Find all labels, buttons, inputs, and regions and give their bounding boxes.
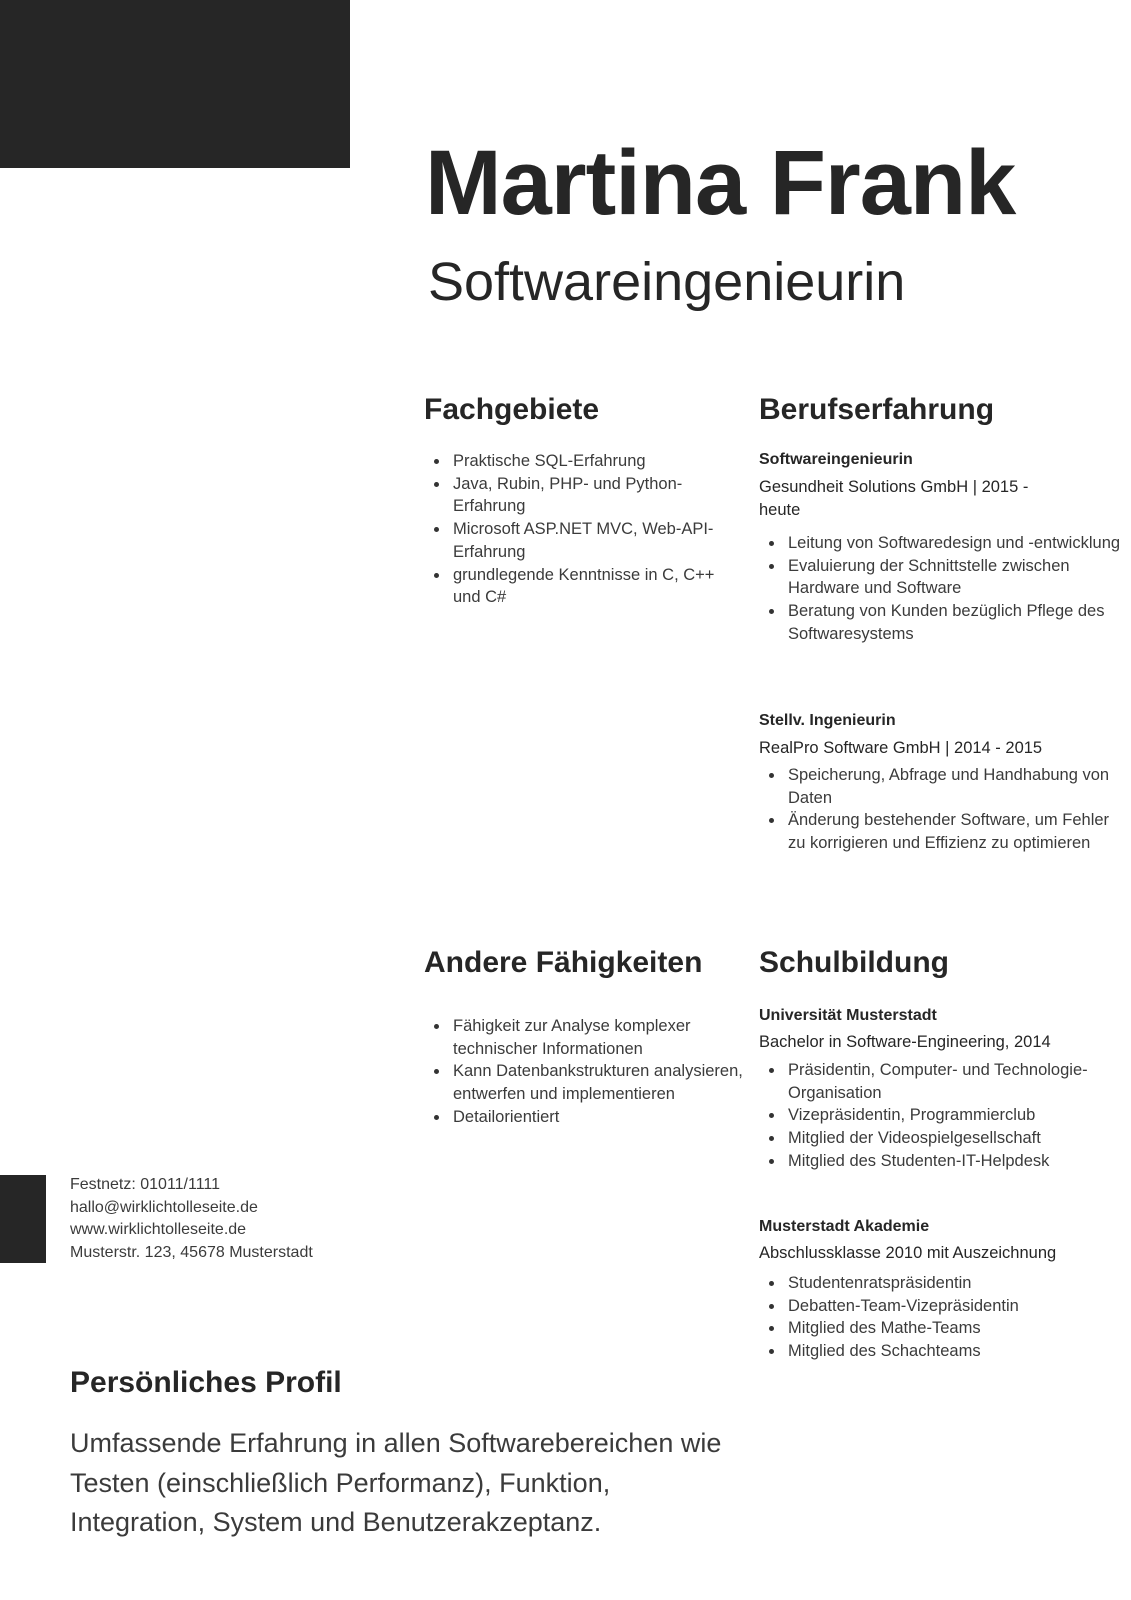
list-item: Debatten-Team-Vizepräsidentin xyxy=(788,1295,1128,1318)
profile-text: Umfassende Erfahrung in allen Softwarebereichen wie Testen (einschließlich Performanz), Funktion, Integration, System und Benutzerakzeptanz. xyxy=(70,1428,722,1537)
contact-phone: Festnetz: 01011/1111 xyxy=(70,1176,221,1193)
resume-job-title: Softwareingenieurin xyxy=(428,252,906,312)
list-item: Präsidentin, Computer- und Technologie-Organisation xyxy=(788,1059,1128,1104)
skills-list xyxy=(424,450,743,609)
list-item: Evaluierung der Schnittstelle zwischen Hardware und Software xyxy=(788,555,1128,600)
school-1-activities xyxy=(759,1059,1128,1173)
list-item: Speicherung, Abfrage und Handhabung von Daten xyxy=(788,764,1128,809)
contact-website: www.wirklichtolleseite.de xyxy=(70,1221,247,1238)
list-item: grundlegende Kenntnisse in C, C++ und C# xyxy=(453,564,743,609)
skills-heading: Fachgebiete xyxy=(424,393,600,426)
contact-email: hallo@wirklichtolleseite.de xyxy=(70,1198,258,1216)
list-item: Mitglied des Studenten-IT-Helpdesk xyxy=(788,1150,1128,1173)
school-degree-2: Abschlussklasse 2010 mit Auszeichnung xyxy=(759,1244,1057,1262)
list-item: Detailorientiert xyxy=(453,1106,743,1129)
education-heading: Schulbildung xyxy=(759,946,949,979)
list-item: Praktische SQL-Erfahrung xyxy=(453,450,743,473)
list-item: Änderung bestehender Software, um Fehler zu korrigieren und Effizienz zu optimieren xyxy=(788,809,1128,854)
list-item: Microsoft ASP.NET MVC, Web-API-Erfahrung xyxy=(453,518,743,563)
list-item: Mitglied der Videospielgesellschaft xyxy=(788,1127,1128,1150)
list-item: Leitung von Softwaredesign und -entwicklung xyxy=(788,532,1128,555)
list-item: Beratung von Kunden bezüglich Pflege des Softwaresystems xyxy=(788,600,1128,645)
school-name-1: Universität Musterstadt xyxy=(759,1007,937,1024)
list-item: Studentenratspräsidentin xyxy=(788,1272,1128,1295)
job-1-duties xyxy=(759,532,1128,646)
decorative-side-block xyxy=(0,1175,46,1263)
list-item: Mitglied des Mathe-Teams xyxy=(788,1317,1128,1340)
school-2-activities xyxy=(759,1272,1128,1363)
job-title-2: Stellv. Ingenieurin xyxy=(759,712,896,729)
list-item: Kann Datenbankstrukturen analysieren, entwerfen und implementieren xyxy=(453,1060,743,1105)
experience-heading: Berufserfahrung xyxy=(759,393,995,426)
contact-block xyxy=(70,1174,313,1264)
list-item: Mitglied des Schachteams xyxy=(788,1340,1128,1363)
other-skills-list xyxy=(424,1015,743,1129)
list-item: Java, Rubin, PHP- und Python-Erfahrung xyxy=(453,473,743,518)
school-name-2: Musterstadt Akademie xyxy=(759,1218,930,1235)
school-degree-1: Bachelor in Software-Engineering, 2014 xyxy=(759,1033,1051,1051)
contact-address: Musterstr. 123, 45678 Musterstadt xyxy=(70,1243,313,1261)
profile-heading: Persönliches Profil xyxy=(70,1366,342,1399)
resume-name: Martina Frank xyxy=(425,132,1016,234)
job-title-1: Softwareingenieurin xyxy=(759,451,913,468)
job-company-1: Gesundheit Solutions GmbH | 2015 - heute xyxy=(759,478,1029,519)
list-item: Fähigkeit zur Analyse komplexer technischer Informationen xyxy=(453,1015,743,1060)
job-company-2: RealPro Software GmbH | 2014 - 2015 xyxy=(759,739,1043,757)
other-skills-heading: Andere Fähigkeiten xyxy=(424,946,703,979)
list-item: Vizepräsidentin, Programmierclub xyxy=(788,1104,1128,1127)
decorative-top-block xyxy=(0,0,350,168)
job-2-duties xyxy=(759,764,1128,855)
